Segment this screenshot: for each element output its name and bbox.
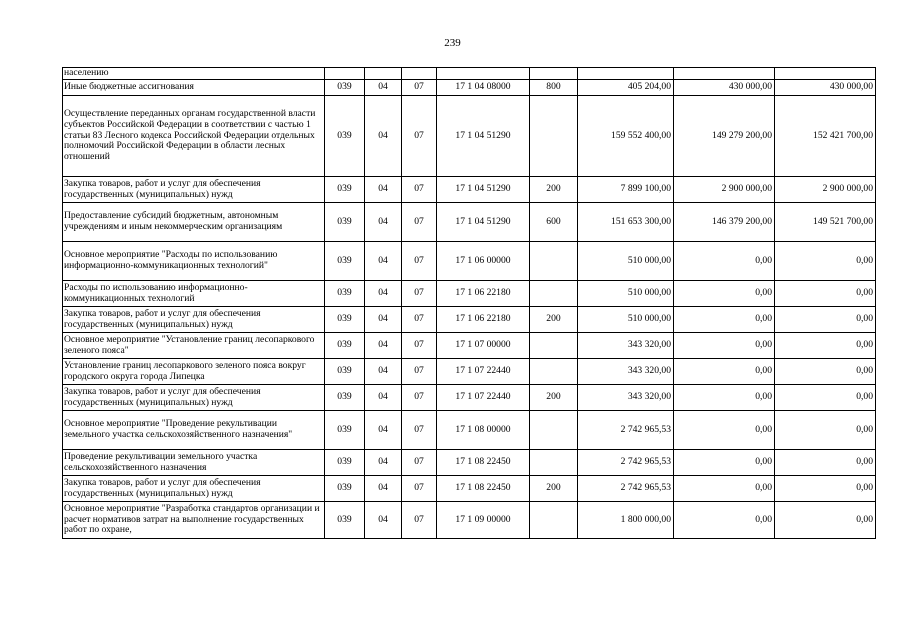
- row-name: Иные бюджетные ассигнования: [63, 80, 325, 96]
- row-csr: 17 1 06 22180: [437, 281, 530, 307]
- row-sum-3: 0,00: [775, 359, 876, 385]
- row-rz: 04: [365, 242, 402, 281]
- row-name: Осуществление переданных органам государственной власти субъектов Российской Федерации в соответствии с частью 1 статьи 83 Лесного кодекса Российской Федерации отдельных полномочий Российской Федерации в области лесных отношений: [63, 96, 325, 177]
- row-sum-2: [674, 68, 775, 80]
- row-ved: 039: [325, 96, 365, 177]
- row-name: Проведение рекультивации земельного участка сельскохозяйственного назначения: [63, 450, 325, 476]
- row-sum-3: 0,00: [775, 502, 876, 539]
- row-name: Закупка товаров, работ и услуг для обеспечения государственных (муниципальных) нужд: [63, 307, 325, 333]
- row-pr: 07: [402, 242, 437, 281]
- row-sum-3: 0,00: [775, 281, 876, 307]
- row-sum-2: 2 900 000,00: [674, 177, 775, 203]
- row-vr: [530, 502, 578, 539]
- row-vr: 200: [530, 476, 578, 502]
- row-vr: [530, 411, 578, 450]
- row-name: Основное мероприятие "Установление границ лесопаркового зеленого пояса": [63, 333, 325, 359]
- row-ved: 039: [325, 502, 365, 539]
- table-row: [63, 177, 876, 203]
- row-csr: 17 1 04 51290: [437, 203, 530, 242]
- row-ved: 039: [325, 242, 365, 281]
- row-sum-1: 510 000,00: [578, 281, 674, 307]
- row-sum-1: 343 320,00: [578, 333, 674, 359]
- row-name: Основное мероприятие "Разработка стандартов организации и расчет нормативов затрат на выполнение государственных работ по охране,: [63, 502, 325, 539]
- row-rz: 04: [365, 359, 402, 385]
- row-vr: [530, 281, 578, 307]
- row-sum-3: 0,00: [775, 307, 876, 333]
- table-row: [63, 80, 876, 96]
- row-sum-2: 0,00: [674, 307, 775, 333]
- row-sum-2: 0,00: [674, 450, 775, 476]
- row-sum-3: 0,00: [775, 333, 876, 359]
- row-sum-2: 0,00: [674, 502, 775, 539]
- row-ved: 039: [325, 281, 365, 307]
- row-vr: [530, 333, 578, 359]
- row-name: Основное мероприятие "Расходы по использованию информационно-коммуникационных технологий": [63, 242, 325, 281]
- row-sum-2: 149 279 200,00: [674, 96, 775, 177]
- row-pr: 07: [402, 502, 437, 539]
- row-sum-1: 1 800 000,00: [578, 502, 674, 539]
- row-pr: 07: [402, 333, 437, 359]
- table-row: [63, 333, 876, 359]
- table-row: [63, 68, 876, 80]
- table-row: [63, 359, 876, 385]
- table-row: [63, 242, 876, 281]
- row-ved: [325, 68, 365, 80]
- row-sum-3: 152 421 700,00: [775, 96, 876, 177]
- row-ved: 039: [325, 385, 365, 411]
- row-ved: 039: [325, 411, 365, 450]
- row-pr: 07: [402, 359, 437, 385]
- row-csr: 17 1 08 22450: [437, 450, 530, 476]
- row-sum-1: 151 653 300,00: [578, 203, 674, 242]
- row-csr: 17 1 07 00000: [437, 333, 530, 359]
- row-vr: 800: [530, 80, 578, 96]
- row-rz: 04: [365, 502, 402, 539]
- row-name: населению: [63, 68, 325, 80]
- row-rz: 04: [365, 307, 402, 333]
- row-vr: 200: [530, 307, 578, 333]
- row-csr: 17 1 08 00000: [437, 411, 530, 450]
- row-vr: 600: [530, 203, 578, 242]
- row-name: Закупка товаров, работ и услуг для обеспечения государственных (муниципальных) нужд: [63, 177, 325, 203]
- row-sum-1: 2 742 965,53: [578, 476, 674, 502]
- row-vr: [530, 242, 578, 281]
- row-pr: 07: [402, 476, 437, 502]
- row-rz: 04: [365, 203, 402, 242]
- row-pr: 07: [402, 385, 437, 411]
- row-rz: 04: [365, 411, 402, 450]
- row-csr: 17 1 07 22440: [437, 359, 530, 385]
- row-vr: 200: [530, 177, 578, 203]
- row-rz: 04: [365, 476, 402, 502]
- row-name: Предоставление субсидий бюджетным, автономным учреждениям и иным некоммерческим организациям: [63, 203, 325, 242]
- row-ved: 039: [325, 333, 365, 359]
- row-ved: 039: [325, 450, 365, 476]
- row-sum-3: 2 900 000,00: [775, 177, 876, 203]
- row-sum-3: 0,00: [775, 242, 876, 281]
- row-vr: [530, 359, 578, 385]
- row-rz: 04: [365, 281, 402, 307]
- row-sum-1: 510 000,00: [578, 242, 674, 281]
- row-sum-3: 149 521 700,00: [775, 203, 876, 242]
- table-row: [63, 281, 876, 307]
- row-name: Расходы по использованию информационно-коммуникационных технологий: [63, 281, 325, 307]
- row-sum-2: 0,00: [674, 359, 775, 385]
- row-rz: 04: [365, 450, 402, 476]
- row-csr: [437, 68, 530, 80]
- row-rz: 04: [365, 385, 402, 411]
- row-rz: 04: [365, 333, 402, 359]
- row-pr: 07: [402, 96, 437, 177]
- row-vr: [530, 68, 578, 80]
- row-ved: 039: [325, 359, 365, 385]
- row-csr: 17 1 04 08000: [437, 80, 530, 96]
- row-ved: 039: [325, 177, 365, 203]
- row-rz: [365, 68, 402, 80]
- row-csr: 17 1 06 00000: [437, 242, 530, 281]
- row-sum-1: 159 552 400,00: [578, 96, 674, 177]
- page-number: 239: [444, 37, 461, 49]
- row-sum-3: [775, 68, 876, 80]
- row-ved: 039: [325, 203, 365, 242]
- row-name: Установление границ лесопаркового зеленого пояса вокруг городского округа города Липецка: [63, 359, 325, 385]
- row-ved: 039: [325, 476, 365, 502]
- row-sum-3: 430 000,00: [775, 80, 876, 96]
- row-sum-2: 0,00: [674, 242, 775, 281]
- row-rz: 04: [365, 96, 402, 177]
- row-sum-2: 0,00: [674, 281, 775, 307]
- row-sum-3: 0,00: [775, 476, 876, 502]
- table-row: [63, 307, 876, 333]
- row-sum-2: 0,00: [674, 385, 775, 411]
- row-sum-2: 0,00: [674, 411, 775, 450]
- row-sum-1: 7 899 100,00: [578, 177, 674, 203]
- row-sum-2: 0,00: [674, 476, 775, 502]
- row-csr: 17 1 09 00000: [437, 502, 530, 539]
- row-vr: [530, 96, 578, 177]
- table-row: [63, 502, 876, 539]
- row-name: Основное мероприятие "Проведение рекультивации земельного участка сельскохозяйственного назначения": [63, 411, 325, 450]
- row-vr: [530, 450, 578, 476]
- row-pr: 07: [402, 450, 437, 476]
- row-pr: 07: [402, 80, 437, 96]
- row-ved: 039: [325, 80, 365, 96]
- row-pr: 07: [402, 203, 437, 242]
- table-row: [63, 96, 876, 177]
- row-sum-2: 0,00: [674, 333, 775, 359]
- row-csr: 17 1 04 51290: [437, 96, 530, 177]
- row-pr: 07: [402, 307, 437, 333]
- row-sum-1: 2 742 965,53: [578, 411, 674, 450]
- row-name: Закупка товаров, работ и услуг для обеспечения государственных (муниципальных) нужд: [63, 476, 325, 502]
- table-row: [63, 203, 876, 242]
- table-row: [63, 476, 876, 502]
- row-pr: [402, 68, 437, 80]
- row-sum-1: 405 204,00: [578, 80, 674, 96]
- row-vr: 200: [530, 385, 578, 411]
- table-row: [63, 450, 876, 476]
- table-body: [63, 68, 876, 539]
- row-sum-3: 0,00: [775, 411, 876, 450]
- table-row: [63, 385, 876, 411]
- row-name: Закупка товаров, работ и услуг для обеспечения государственных (муниципальных) нужд: [63, 385, 325, 411]
- row-csr: 17 1 08 22450: [437, 476, 530, 502]
- row-sum-3: 0,00: [775, 450, 876, 476]
- row-ved: 039: [325, 307, 365, 333]
- row-sum-1: 343 320,00: [578, 385, 674, 411]
- row-pr: 07: [402, 411, 437, 450]
- row-sum-3: 0,00: [775, 385, 876, 411]
- budget-table: [62, 67, 876, 539]
- row-pr: 07: [402, 281, 437, 307]
- table-row: [63, 411, 876, 450]
- row-csr: 17 1 04 51290: [437, 177, 530, 203]
- row-sum-2: 146 379 200,00: [674, 203, 775, 242]
- row-sum-1: 510 000,00: [578, 307, 674, 333]
- row-sum-1: 343 320,00: [578, 359, 674, 385]
- row-rz: 04: [365, 177, 402, 203]
- row-sum-1: 2 742 965,53: [578, 450, 674, 476]
- row-csr: 17 1 06 22180: [437, 307, 530, 333]
- row-pr: 07: [402, 177, 437, 203]
- row-sum-2: 430 000,00: [674, 80, 775, 96]
- row-csr: 17 1 07 22440: [437, 385, 530, 411]
- row-sum-1: [578, 68, 674, 80]
- row-rz: 04: [365, 80, 402, 96]
